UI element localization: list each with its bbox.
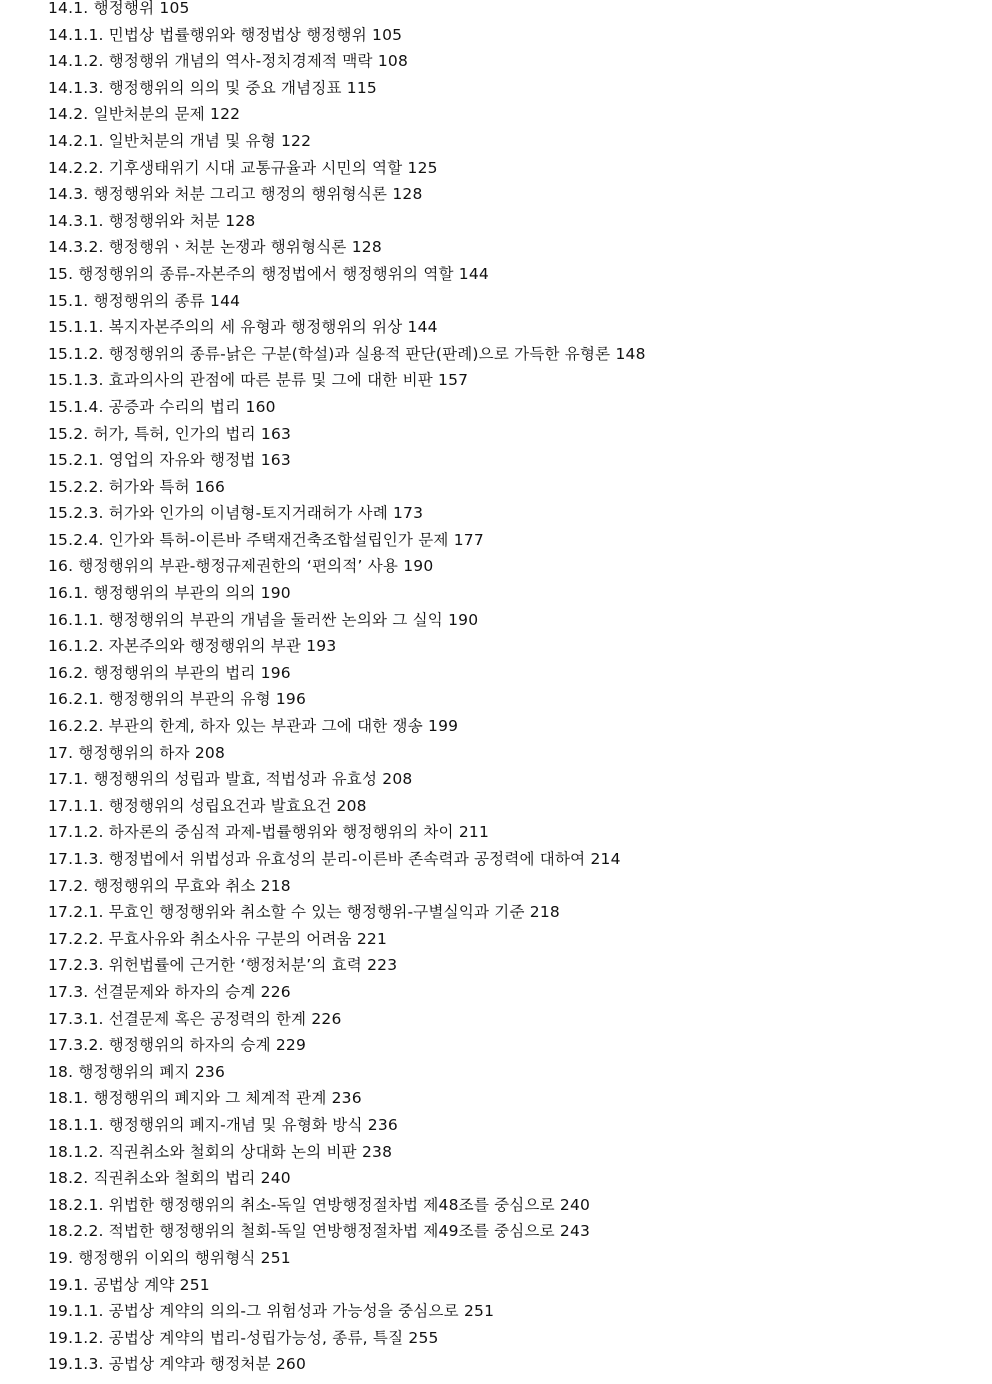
- toc-entry: 18.2. 직권취소와 철회의 법리 240: [48, 1169, 291, 1188]
- table-of-contents: [48, 0, 978, 1378]
- toc-entry: 15.1.2. 행정행위의 종류-낡은 구분(학설)과 실용적 판단(판례)으로 가득한 유형론 148: [48, 344, 646, 363]
- toc-entry: 15.1. 행정행위의 종류 144: [48, 291, 241, 310]
- toc-entry: 18. 행정행위의 폐지 236: [48, 1062, 226, 1081]
- toc-entry: 14.1.1. 민법상 법률행위와 행정법상 행정행위 105: [48, 25, 403, 44]
- toc-entry: 18.1.2. 직권취소와 철회의 상대화 논의 비판 238: [48, 1142, 393, 1161]
- toc-entry: 15.1.1. 복지자본주의의 세 유형과 행정행위의 위상 144: [48, 318, 438, 337]
- toc-entry: 17.1.3. 행정법에서 위법성과 유효성의 분리-이른바 존속력과 공정력에 대하여 214: [48, 850, 621, 868]
- toc-entry: 16.2.1. 행정행위의 부관의 유형 196: [48, 690, 307, 709]
- toc-entry: 15.2.1. 영업의 자유와 행정법 163: [48, 451, 291, 470]
- toc-entry: 14.3. 행정행위와 처분 그리고 행정의 행위형식론 128: [48, 185, 423, 204]
- toc-entry: 16.1.2. 자본주의와 행정행위의 부관 193: [48, 637, 337, 656]
- toc-entry: 16. 행정행위의 부관-행정규제권한의 ‘편의적’ 사용 190: [48, 557, 434, 576]
- toc-entry: 18.2.2. 적법한 행정행위의 철회-독일 연방행정절차법 제49조를 중심으로 243: [48, 1222, 591, 1241]
- toc-entry: 15.1.4. 공증과 수리의 법리 160: [48, 397, 276, 416]
- toc-entry: 14.1.2. 행정행위 개념의 역사-정치경제적 맥락 108: [48, 52, 409, 71]
- toc-entry: 16.1.1. 행정행위의 부관의 개념을 둘러싼 논의와 그 실익 190: [48, 610, 479, 629]
- toc-entry: 17.1.1. 행정행위의 성립요건과 발효요건 208: [48, 796, 367, 815]
- toc-entry: 19.1.2. 공법상 계약의 법리-성립가능성, 종류, 특질 255: [48, 1328, 439, 1347]
- toc-entry: 16.2. 행정행위의 부관의 법리 196: [48, 663, 291, 682]
- toc-entry: 18.1.1. 행정행위의 폐지-개념 및 유형화 방식 236: [48, 1115, 398, 1134]
- toc-entry: 14.1. 행정행위 105: [48, 0, 190, 17]
- toc-entry: 16.1. 행정행위의 부관의 의의 190: [48, 584, 291, 603]
- toc-entry: 15.2.2. 허가와 특허 166: [48, 477, 226, 496]
- toc-entry: 18.2.1. 위법한 행정행위의 취소-독일 연방행정절차법 제48조를 중심으로 240: [48, 1195, 591, 1214]
- toc-entry: 17.3.1. 선결문제 혹은 공정력의 한계 226: [48, 1009, 342, 1028]
- toc-entry: 14.2.1. 일반처분의 개념 및 유형 122: [48, 131, 312, 150]
- toc-entry: 14.1.3. 행정행위의 의의 및 중요 개념징표 115: [48, 78, 377, 97]
- toc-entry: 17.2.1. 무효인 행정행위와 취소할 수 있는 행정행위-구별실익과 기준 218: [48, 903, 560, 922]
- toc-entry: 19.1. 공법상 계약 251: [48, 1275, 210, 1294]
- toc-entry: 14.2.2. 기후생태위기 시대 교통규율과 시민의 역할 125: [48, 158, 438, 177]
- toc-entry: 17.1.2. 하자론의 중심적 과제-법률행위와 행정행위의 차이 211: [48, 823, 490, 842]
- toc-entry: 18.1. 행정행위의 폐지와 그 체계적 관계 236: [48, 1089, 362, 1108]
- toc-entry: 17.3. 선결문제와 하자의 승계 226: [48, 982, 291, 1001]
- toc-entry: 15.2.3. 허가와 인가의 이념형-토지거래허가 사례 173: [48, 504, 424, 523]
- toc-entry: 17.2.3. 위헌법률에 근거한 ‘행정처분’의 효력 223: [48, 956, 398, 975]
- toc-entry: 19. 행정행위 이외의 행위형식 251: [48, 1248, 291, 1267]
- toc-entry: 17.2.2. 무효사유와 취소사유 구분의 어려움 221: [48, 929, 388, 948]
- toc-entry: 14.3.2. 행정행위ㆍ처분 논쟁과 행위형식론 128: [48, 238, 382, 257]
- toc-entry: 14.3.1. 행정행위와 처분 128: [48, 211, 256, 230]
- toc-entry: 15.1.3. 효과의사의 관점에 따른 분류 및 그에 대한 비판 157: [48, 371, 469, 390]
- toc-entry: 19.1.1. 공법상 계약의 의의-그 위험성과 가능성을 중심으로 251: [48, 1302, 495, 1321]
- toc-entry: 17.2. 행정행위의 무효와 취소 218: [48, 876, 291, 895]
- toc-entry: 15.2. 허가, 특허, 인가의 법리 163: [48, 424, 292, 443]
- toc-entry: 15. 행정행위의 종류-자본주의 행정법에서 행정행위의 역할 144: [48, 264, 489, 283]
- toc-entry: 17. 행정행위의 하자 208: [48, 743, 226, 762]
- toc-entry: 14.2. 일반처분의 문제 122: [48, 105, 241, 124]
- toc-entry: 17.3.2. 행정행위의 하자의 승계 229: [48, 1036, 307, 1055]
- toc-entry: 19.1.3. 공법상 계약과 행정처분 260: [48, 1355, 307, 1374]
- toc-entry: 16.2.2. 부관의 한계, 하자 있는 부관과 그에 대한 쟁송 199: [48, 717, 459, 736]
- toc-entry: 17.1. 행정행위의 성립과 발효, 적법성과 유효성 208: [48, 770, 413, 789]
- toc-entry: 15.2.4. 인가와 특허-이른바 주택재건축조합설립인가 문제 177: [48, 530, 484, 549]
